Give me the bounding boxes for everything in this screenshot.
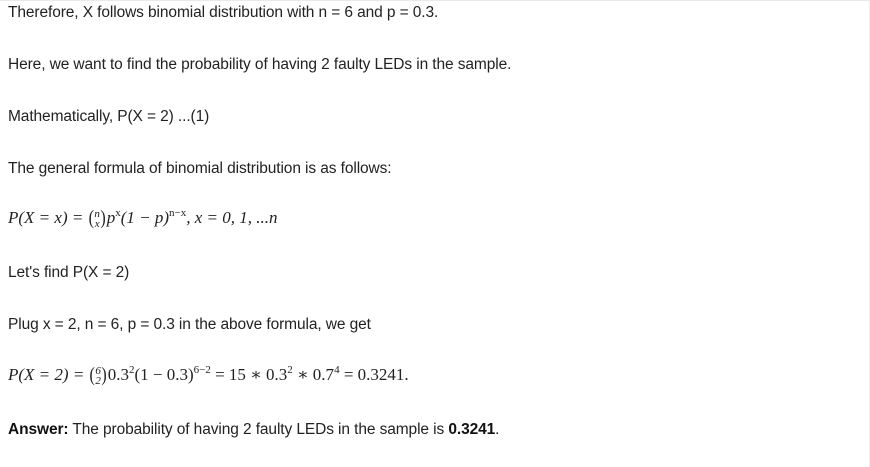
formula-lhs: P(X = 2) = <box>8 365 89 384</box>
binom-bottom: x <box>94 218 100 231</box>
base-0-3: 0.3 <box>107 365 129 384</box>
exp-2b: 2 <box>287 364 293 376</box>
exp-4: 4 <box>334 364 340 376</box>
answer-value: 0.3241 <box>448 421 496 438</box>
text-line-find: Let's find P(X = 2) <box>8 264 130 281</box>
product-part: = 15 ∗ 0.3 <box>210 365 288 384</box>
base-1-minus-p: (1 − p) <box>120 208 170 227</box>
text-line-plug: Plug x = 2, n = 6, p = 0.3 in the above formula, we get <box>8 316 371 333</box>
answer-text: The probability of having 2 faulty LEDs in the sample is <box>68 421 449 438</box>
general-binomial-formula <box>8 208 278 229</box>
formula-domain: , x = 0, 1, ...n <box>186 208 278 227</box>
answer-label: Answer: <box>8 421 69 438</box>
text-line-goal: Here, we want to find the probability of having 2 faulty LEDs in the sample. <box>8 56 512 73</box>
exp-x: x <box>115 207 121 219</box>
binom-bottom: 2 <box>95 375 101 388</box>
text-line-distribution: Therefore, X follows binomial distribution with n = 6 and p = 0.3. <box>8 4 439 21</box>
top-divider <box>0 0 870 1</box>
binomial-coefficient: ( n x ) <box>88 207 106 231</box>
text-line-mathematically: Mathematically, P(X = 2) ...(1) <box>8 108 210 125</box>
answer-line <box>8 421 499 439</box>
base-p: p <box>106 208 116 227</box>
product-part-2: ∗ 0.7 <box>292 365 335 384</box>
exp-6-minus-2: 6−2 <box>193 364 211 376</box>
exp-2: 2 <box>128 364 135 376</box>
binom-top: 6 <box>95 365 101 378</box>
text-line-general-formula: The general formula of binomial distribution is as follows: <box>8 160 392 177</box>
formula-lhs: P(X = x) = <box>8 208 88 227</box>
exp-n-minus-x: n−x <box>169 207 187 219</box>
answer-end: . <box>495 421 500 438</box>
specific-binomial-formula <box>8 365 409 386</box>
base-1-minus-0-3: (1 − 0.3) <box>134 365 194 384</box>
formula-result: = 0.3241. <box>339 365 409 384</box>
binomial-coefficient: ( 6 2 ) <box>89 364 107 388</box>
binom-top: n <box>94 208 100 221</box>
